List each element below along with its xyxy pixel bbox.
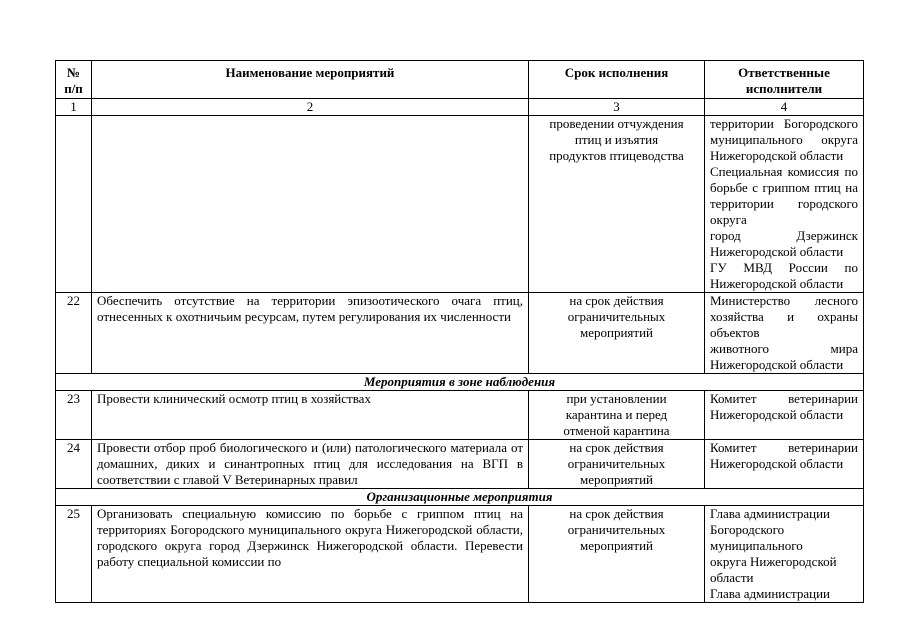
header-exec: Ответственные исполнители (705, 61, 864, 99)
exec-line: территории городского округа (710, 196, 858, 227)
exec-line: Нижегородской области (710, 357, 844, 372)
term-line: карантина и перед (565, 407, 668, 422)
column-index-row (56, 99, 864, 116)
exec-line: Нижегородской области (710, 276, 844, 291)
exec-cell (705, 391, 864, 440)
exec-cell (705, 293, 864, 374)
term-cell (529, 293, 705, 374)
exec-line: Комитет ветеринарии (710, 440, 858, 455)
term-line: мероприятий (580, 538, 653, 553)
term-line: при установлении (566, 391, 667, 406)
table-row (56, 293, 864, 374)
num-cell: 23 (56, 391, 92, 440)
exec-line: Богородского муниципального (710, 522, 803, 553)
term-line: на срок действия (569, 440, 664, 455)
term-line: продуктов птицеводства (549, 148, 684, 163)
section-row (56, 374, 864, 391)
term-line: мероприятий (580, 325, 653, 340)
term-cell (529, 506, 705, 603)
term-line: на срок действия (569, 293, 664, 308)
index-cell: 2 (92, 99, 529, 116)
section-row (56, 489, 864, 506)
header-term: Срок исполнения (529, 61, 705, 99)
exec-line: ГУ МВД России по (710, 260, 858, 275)
exec-line: животного мира (710, 341, 858, 356)
table-row (56, 506, 864, 603)
exec-line: Специальная комиссия по (710, 164, 858, 179)
term-line: ограничительных (567, 522, 666, 537)
exec-line: Нижегородской области (710, 244, 844, 259)
header-row (56, 61, 864, 99)
exec-cell (705, 440, 864, 489)
section-title: Организационные мероприятия (56, 489, 864, 506)
table-row (56, 391, 864, 440)
exec-line: город Дзержинск (710, 228, 858, 243)
index-cell: 1 (56, 99, 92, 116)
name-cell: Провести клинический осмотр птиц в хозяйствах (92, 391, 529, 440)
exec-line: территории Богородского (710, 116, 858, 131)
term-line: ограничительных (567, 309, 666, 324)
term-cell (529, 391, 705, 440)
term-cell (529, 440, 705, 489)
exec-cell (705, 116, 864, 293)
term-line: ограничительных (567, 456, 666, 471)
term-line: мероприятий (580, 472, 653, 487)
index-cell: 4 (705, 99, 864, 116)
term-line: отменой карантина (563, 423, 670, 438)
exec-line: муниципального округа (710, 132, 858, 147)
exec-line: Комитет ветеринарии (710, 391, 858, 406)
header-name: Наименование мероприятий (92, 61, 529, 99)
exec-line: Министерство лесного (710, 293, 858, 308)
exec-line: Нижегородской области (710, 456, 844, 471)
measures-table (55, 60, 864, 603)
index-cell: 3 (529, 99, 705, 116)
term-cell (529, 116, 705, 293)
exec-line: хозяйства и охраны объектов (710, 309, 858, 340)
table-row (56, 116, 864, 293)
exec-line: области (710, 570, 754, 585)
num-cell: 24 (56, 440, 92, 489)
exec-cell (705, 506, 864, 603)
name-cell: Обеспечить отсутствие на территории эпизоотического очага птиц, отнесенных к охотничьим ресурсам, путем регулирования их численности (92, 293, 529, 374)
term-line: проведении отчуждения (549, 116, 684, 131)
exec-line: Нижегородской области (710, 407, 844, 422)
exec-line: борьбе с гриппом птиц на (710, 180, 858, 195)
table-row (56, 440, 864, 489)
exec-line: Глава администрации (710, 506, 831, 521)
name-cell: Организовать специальную комиссию по борьбе с гриппом птиц на территориях Богородского муниципального округа Нижегородской области, городского округа город Дзержинск Нижегородской области. Перевести работу специальной комиссии по (92, 506, 529, 603)
name-cell: Провести отбор проб биологического и (или) патологического материала от домашних, диких и синантропных птиц для исследования на ВГП в соответствии с главой V Ветеринарных правил (92, 440, 529, 489)
num-cell: 22 (56, 293, 92, 374)
term-line: на срок действия (569, 506, 664, 521)
section-title: Мероприятия в зоне наблюдения (56, 374, 864, 391)
name-cell (92, 116, 529, 293)
exec-line: Глава администрации (710, 586, 831, 601)
term-line: птиц и изъятия (574, 132, 659, 147)
num-cell: 25 (56, 506, 92, 603)
exec-line: Нижегородской области (710, 148, 844, 163)
num-cell (56, 116, 92, 293)
exec-line: округа Нижегородской (710, 554, 837, 569)
header-num: № п/п (56, 61, 92, 99)
